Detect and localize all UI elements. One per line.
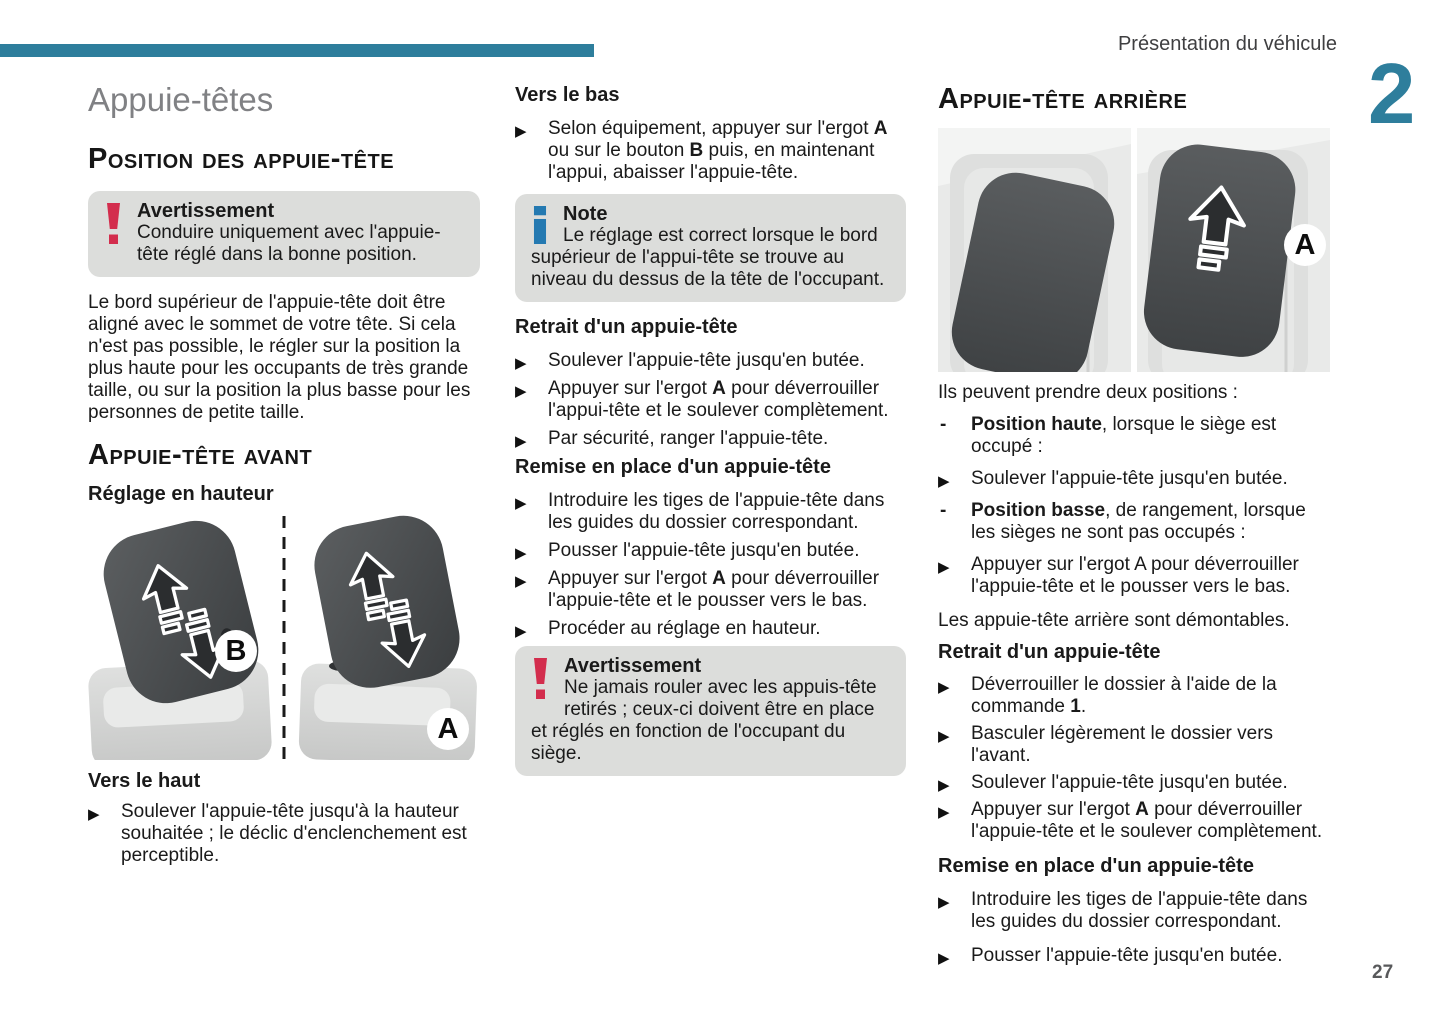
triangle-bullet-icon: ▶ bbox=[515, 122, 527, 140]
list-item: ▶ Introduire les tiges de l'appuie-tête dans les guides du dossier correspondant. bbox=[515, 490, 885, 533]
heading-downward: Vers le bas bbox=[515, 84, 620, 106]
page-title: Appuie-têtes bbox=[88, 81, 274, 118]
list-item: ▶ Introduire les tiges de l'appuie-tête dans les guides du dossier correspondant. bbox=[938, 889, 1308, 932]
list-item: ▶ Appuyer sur l'ergot A pour déverrouiller l'appui-tête et le soulever complètement. bbox=[515, 378, 889, 421]
list-item: ▶ Pousser l'appuie-tête jusqu'en butée. bbox=[515, 540, 860, 562]
list-item: ▶ Appuyer sur l'ergot A pour déverrouiller l'appuie-tête et le pousser vers le bas. bbox=[515, 568, 880, 611]
list-item: ▶ Par sécurité, ranger l'appuie-tête. bbox=[515, 428, 829, 450]
list-item: ▶ Soulever l'appuie-tête jusqu'à la hauteur souhaitée ; le déclic d'enclenchement est perceptible. bbox=[88, 801, 467, 866]
column-left bbox=[88, 80, 480, 873]
list-item: ▶ Soulever l'appuie-tête jusqu'en butée. bbox=[515, 350, 865, 372]
list-item: ▶ Basculer légèrement le dossier vers l'avant. bbox=[938, 723, 1274, 766]
column-right bbox=[938, 80, 1330, 973]
heading-refit: Remise en place d'un appuie-tête bbox=[515, 456, 831, 478]
removable-note: Les appuie-tête arrière sont démontables. bbox=[938, 610, 1290, 631]
chapter-number-badge: 2 bbox=[1368, 47, 1416, 142]
warning-exclamation-icon bbox=[106, 203, 121, 244]
list-item: - Position haute, lorsque le siège est occupé : bbox=[940, 414, 1277, 457]
label-a: A bbox=[1284, 224, 1326, 266]
triangle-bullet-icon: ▶ bbox=[515, 494, 527, 512]
page-number: 27 bbox=[1372, 962, 1394, 983]
label-a: A bbox=[427, 708, 469, 750]
front-headrests-figure bbox=[88, 514, 480, 760]
triangle-bullet-icon: ▶ bbox=[938, 776, 950, 794]
warning-box bbox=[515, 646, 906, 776]
triangle-bullet-icon: ▶ bbox=[88, 805, 100, 823]
front-headrests-illustration bbox=[88, 514, 480, 760]
triangle-bullet-icon: ▶ bbox=[515, 544, 527, 562]
triangle-bullet-icon: ▶ bbox=[938, 472, 950, 490]
warning-exclamation-icon bbox=[533, 658, 548, 699]
heading-height-adjust: Réglage en hauteur bbox=[88, 483, 274, 505]
list-item: ▶ Procéder au réglage en hauteur. bbox=[515, 618, 821, 640]
note-text: Le réglage est correct lorsque le bord supérieur de l'appui-tête se trouve au niveau du dessus de la tête de l'occupant. bbox=[531, 225, 885, 290]
heading-position: Position des appuie-tête bbox=[88, 143, 395, 175]
info-icon bbox=[533, 206, 547, 244]
triangle-bullet-icon: ▶ bbox=[515, 354, 527, 372]
triangle-bullet-icon: ▶ bbox=[938, 558, 950, 576]
label-b: B bbox=[215, 630, 257, 672]
header-accent-bar bbox=[0, 44, 594, 57]
dash-bullet-icon: - bbox=[940, 414, 947, 435]
triangle-bullet-icon: ▶ bbox=[515, 622, 527, 640]
triangle-bullet-icon: ▶ bbox=[938, 949, 950, 967]
triangle-bullet-icon: ▶ bbox=[515, 432, 527, 450]
warning-text: Conduire uniquement avec l'appuie-tête réglé dans la bonne position. bbox=[137, 222, 441, 265]
running-header: Présentation du véhicule bbox=[1117, 33, 1337, 55]
heading-refit: Remise en place d'un appuie-tête bbox=[938, 855, 1254, 877]
intro-paragraph: Le bord supérieur de l'appuie-tête doit être aligné avec le sommet de votre tête. Si cela n'est pas possible, le régler sur la position la plus haute pour les occupants de très grande taille, ou sur la position la plus basse pour les personnes de petite taille. bbox=[88, 292, 471, 423]
warning-box bbox=[88, 191, 480, 277]
heading-removal: Retrait d'un appuie-tête bbox=[515, 316, 738, 338]
warning-text: Ne jamais rouler avec les appuis-tête retirés ; ceux-ci doivent être en place et réglés en fonction de l'occupant du siège. bbox=[531, 677, 877, 764]
list-item: ▶ Déverrouiller le dossier à l'aide de la commande 1. bbox=[938, 674, 1277, 717]
triangle-bullet-icon: ▶ bbox=[938, 727, 950, 745]
list-item: ▶ Pousser l'appuie-tête jusqu'en butée. bbox=[938, 945, 1283, 967]
list-item: - Position basse, de rangement, lorsque les sièges ne sont pas occupés : bbox=[940, 500, 1306, 543]
heading-front-headrest: Appuie-tête avant bbox=[88, 439, 313, 471]
rear-intro: Ils peuvent prendre deux positions : bbox=[938, 382, 1238, 403]
dash-bullet-icon: - bbox=[940, 500, 947, 521]
note-title: Note bbox=[563, 203, 608, 225]
rear-headrests-figure bbox=[938, 128, 1330, 372]
heading-removal: Retrait d'un appuie-tête bbox=[938, 641, 1161, 663]
list-item: ▶ Appuyer sur l'ergot A pour déverrouiller l'appuie-tête et le soulever complètement. bbox=[938, 799, 1323, 842]
triangle-bullet-icon: ▶ bbox=[515, 382, 527, 400]
list-item: ▶ Appuyer sur l'ergot A pour déverrouiller l'appuie-tête et le pousser vers le bas. bbox=[938, 554, 1299, 597]
note-box bbox=[515, 194, 906, 302]
list-item: ▶ Soulever l'appuie-tête jusqu'en butée. bbox=[938, 468, 1288, 490]
triangle-bullet-icon: ▶ bbox=[938, 678, 950, 696]
list-item: ▶ Soulever l'appuie-tête jusqu'en butée. bbox=[938, 772, 1288, 794]
list-item: ▶ Selon équipement, appuyer sur l'ergot A ou sur le bouton B puis, en maintenant l'appui, abaisser l'appuie-tête. bbox=[515, 118, 888, 183]
heading-rear-headrest: Appuie-tête arrière bbox=[938, 83, 1188, 115]
rear-headrests-illustration bbox=[938, 128, 1330, 372]
column-middle bbox=[515, 80, 906, 791]
triangle-bullet-icon: ▶ bbox=[938, 803, 950, 821]
triangle-bullet-icon: ▶ bbox=[938, 893, 950, 911]
warning-title: Avertissement bbox=[564, 655, 702, 677]
warning-title: Avertissement bbox=[137, 200, 275, 222]
triangle-bullet-icon: ▶ bbox=[515, 572, 527, 590]
heading-upward: Vers le haut bbox=[88, 770, 201, 792]
